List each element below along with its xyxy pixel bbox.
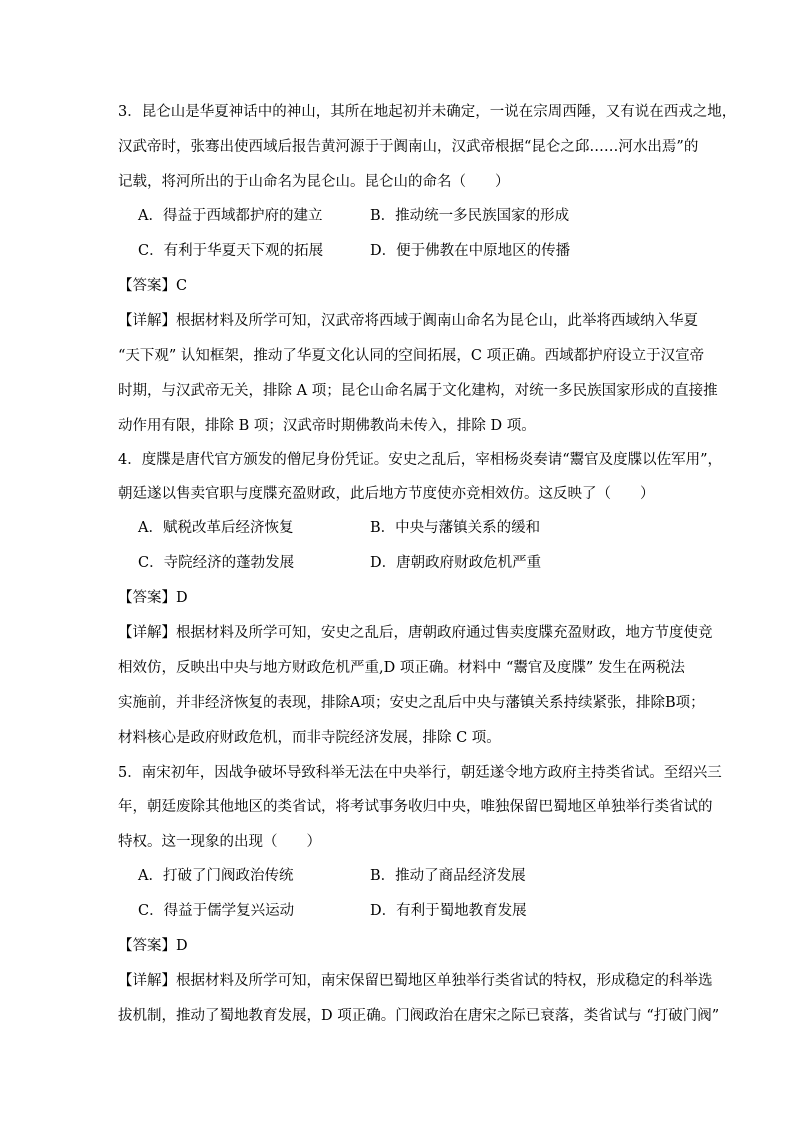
question-4-explain-line-1: 【详解】根据材料及所学可知，安史之乱后，唐朝政府通过售卖度牒充盈财政，地方节度使竞 [118,625,713,641]
question-4-option-d: D．唐朝政府财政危机严重 [370,555,542,571]
question-4-explain-line-3: 实施前，并非经济恢复的表现，排除A项；安史之乱后中央与藩镇关系持续紧张，排除B项； [118,695,705,711]
question-4-explain-line-2: 相效仿，反映出中央与地方财政危机严重,D 项正确。材料中 “鬻官及度牒” 发生在两税法 [118,660,685,676]
question-5-explain-line-2: 拔机制，推动了蜀地教育发展，D 项正确。门阀政治在唐宋之际已衰落，类省试与 “打破门阀” [118,1008,720,1024]
question-4-line-1: 4．度牒是唐代官方颁发的僧尼身份凭证。安史之乱后，宰相杨炎奏请“鬻官及度牒以佐军用”， [118,452,723,468]
question-5-explain-line-1: 【详解】根据材料及所学可知，南宋保留巴蜀地区单独举行类省试的特权，形成稳定的科举选 [118,973,713,989]
question-4-option-c: C．寺院经济的蓬勃发展 [138,555,295,571]
question-3-option-b: B．推动统一多民族国家的形成 [370,208,570,224]
question-5-line-2: 年，朝廷废除其他地区的类省试，将考试事务收归中央，唯独保留巴蜀地区单独举行类省试的 [118,799,713,815]
question-5-option-a: A．打破了门阀政治传统 [138,868,294,884]
question-5-line-1: 5．南宋初年，因战争破坏导致科举无法在中央举行，朝廷遂令地方政府主持类省试。至绍兴三 [118,765,722,781]
question-3-explain-line-3: 时期，与汉武帝无关，排除 A 项；昆仑山命名属于文化建构，对统一多民族国家形成的直接推 [118,383,718,399]
question-3-option-a: A．得益于西域都护府的建立 [138,208,323,224]
question-3-answer: 【答案】C [118,278,188,294]
question-5-option-d: D．有利于蜀地教育发展 [370,903,527,919]
question-3-option-d: D．便于佛教在中原地区的传播 [370,243,571,259]
question-5-line-3: 特权。这一现象的出现（ ） [118,834,321,850]
question-3-explain-line-1: 【详解】根据材料及所学可知，汉武帝将西域于阗南山命名为昆仑山，此举将西域纳入华夏 [118,313,698,329]
question-5-answer: 【答案】D [118,938,188,954]
question-3-line-1: 3．昆仑山是华夏神话中的神山，其所在地起初并未确定，一说在宗周西陲，又有说在西戎之地， [118,104,737,120]
question-5-option-b: B．推动了商品经济发展 [370,868,526,884]
question-4-option-b: B．中央与藩镇关系的缓和 [370,520,541,536]
question-3-explain-line-2: “天下观” 认知框架，推动了华夏文化认同的空间拓展，C 项正确。西域都护府设立于汉宣帝 [118,348,705,364]
question-3-line-2: 汉武帝时，张骞出使西域后报告黄河源于于阗南山，汉武帝根据“昆仑之邱……河水出焉”的 [118,139,699,155]
question-3-line-3: 记载，将河所出的于山命名为昆仑山。昆仑山的命名（ ） [118,174,510,190]
question-3-option-c: C．有利于华夏天下观的拓展 [138,243,324,259]
question-4-explain-line-4: 材料核心是政府财政危机，而非寺院经济发展，排除 C 项。 [118,730,501,746]
question-4-answer: 【答案】D [118,590,188,606]
question-5-option-c: C．得益于儒学复兴运动 [138,903,295,919]
question-4-line-2: 朝廷遂以售卖官职与度牒充盈财政，此后地方节度使亦竞相效仿。这反映了（ ） [118,486,655,502]
question-4-option-a: A．赋税改革后经济恢复 [138,520,294,536]
question-3-explain-line-4: 动作用有限，排除 B 项；汉武帝时期佛教尚未传入，排除 D 项。 [118,418,536,434]
